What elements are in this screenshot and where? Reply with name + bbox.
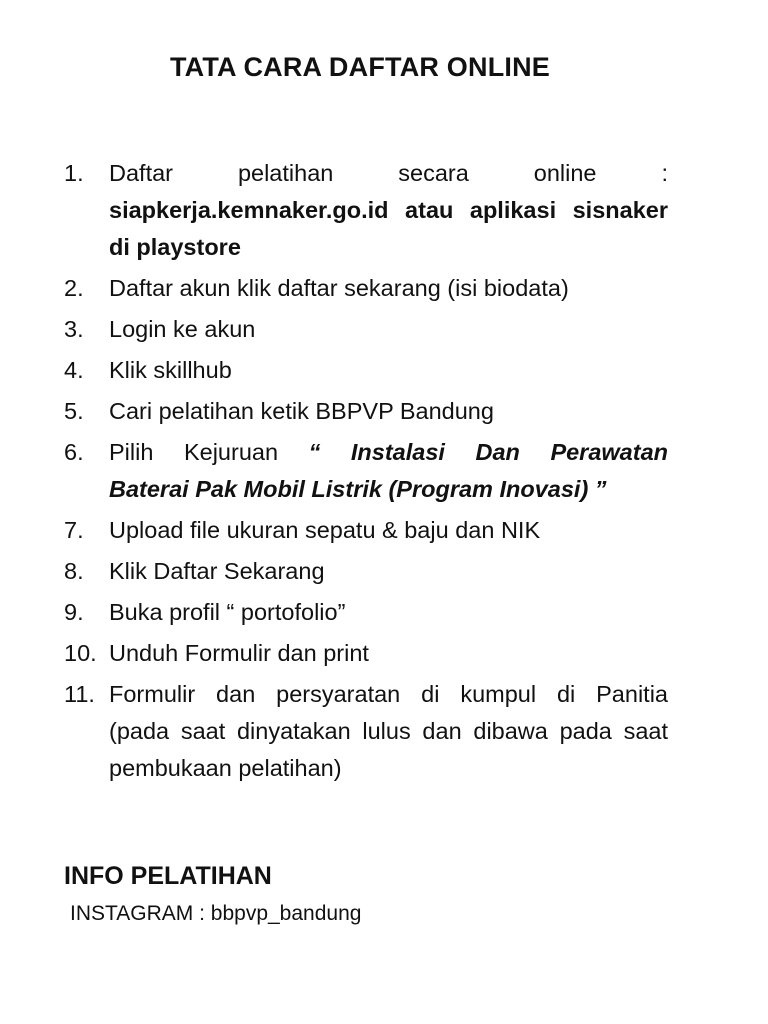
step-number: 7.: [64, 517, 84, 543]
step-text-line: Formulir dan persyaratan di kumpul di Panitia: [109, 681, 668, 707]
registration-steps-list: [64, 155, 668, 791]
step-number: 1.: [64, 160, 84, 186]
step-url-text: siapkerja.kemnaker.go.id atau aplikasi sisnaker: [109, 197, 668, 223]
instagram-handle: INSTAGRAM : bbpvp_bandung: [70, 902, 362, 925]
list-item: [64, 155, 668, 266]
info-section-title: INFO PELATIHAN: [64, 862, 272, 890]
program-name-emphasis: Baterai Pak Mobil Listrik (Program Inovasi) ”: [109, 476, 607, 502]
step-text: Daftar akun klik daftar sekarang (isi biodata): [109, 275, 569, 301]
step-url-text: di playstore: [109, 234, 241, 260]
step-text-line: Daftar pelatihan secara online :: [109, 160, 668, 186]
step-number: 3.: [64, 316, 84, 342]
list-item: [64, 393, 668, 430]
list-item: [64, 270, 668, 307]
step-text: Cari pelatihan ketik BBPVP Bandung: [109, 398, 494, 424]
step-number: 2.: [64, 275, 84, 301]
step-number: 4.: [64, 357, 84, 383]
step-text: Buka profil “ portofolio”: [109, 599, 346, 625]
step-number: 8.: [64, 558, 84, 584]
list-item: [64, 434, 668, 508]
step-text: Upload file ukuran sepatu & baju dan NIK: [109, 517, 541, 543]
list-item: [64, 553, 668, 590]
step-text-line: pembukaan pelatihan): [109, 755, 342, 781]
step-text: Klik skillhub: [109, 357, 232, 383]
list-item: [64, 635, 668, 672]
list-item: [64, 676, 668, 787]
list-item: [64, 311, 668, 348]
list-item: [64, 352, 668, 389]
step-number: 9.: [64, 599, 84, 625]
list-item: [64, 512, 668, 549]
page-title: TATA CARA DAFTAR ONLINE: [169, 52, 551, 82]
step-text: Klik Daftar Sekarang: [109, 558, 325, 584]
step-text: Unduh Formulir dan print: [109, 640, 369, 666]
step-number: 6.: [64, 439, 84, 465]
step-prefix: Pilih Kejuruan: [109, 439, 279, 465]
step-number: 5.: [64, 398, 84, 424]
step-text-line: (pada saat dinyatakan lulus dan dibawa pada saat: [109, 718, 668, 744]
step-number: 10.: [64, 640, 97, 666]
step-text: Login ke akun: [109, 316, 256, 342]
program-name-emphasis: “ Instalasi Dan Perawatan: [308, 439, 668, 465]
step-text-line: [109, 434, 668, 471]
list-item: [64, 594, 668, 631]
step-number: 11.: [64, 681, 95, 707]
